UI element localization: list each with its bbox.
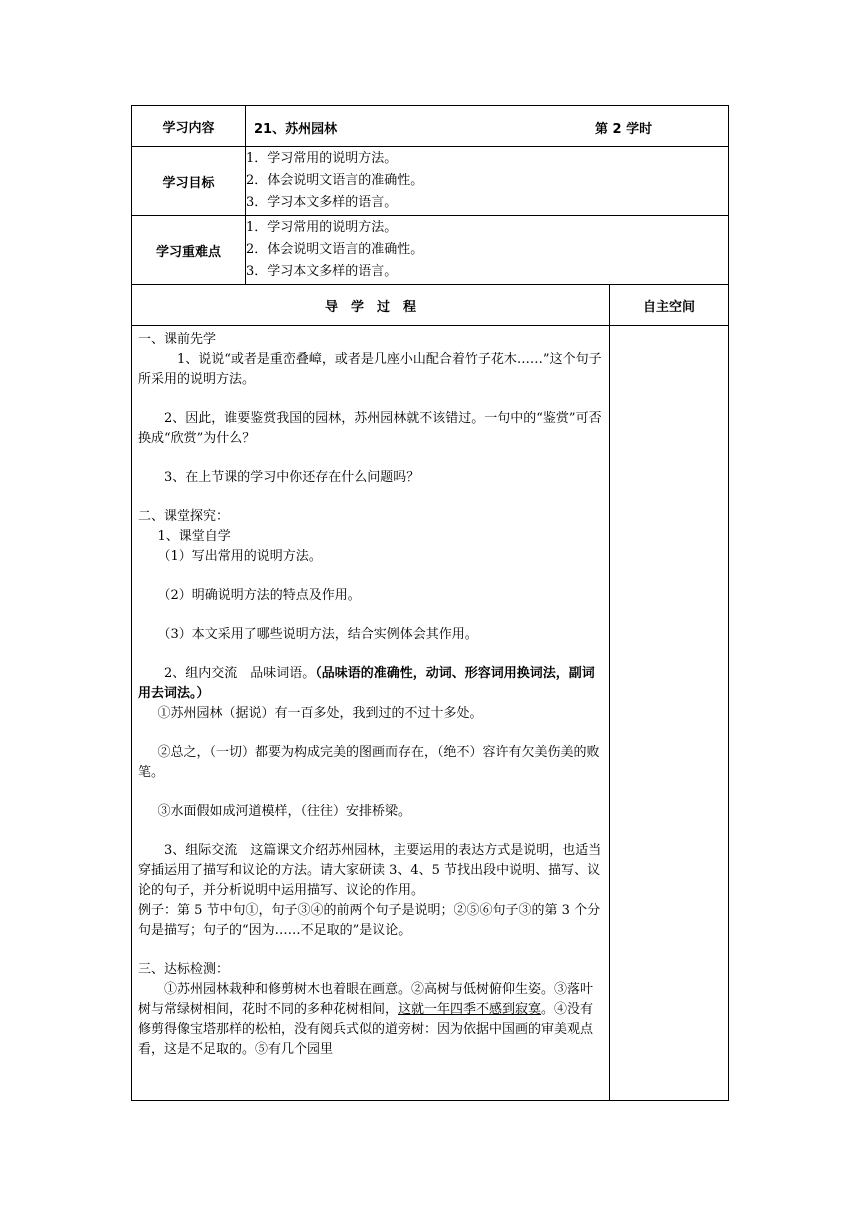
word-example-3: ③水面假如成河道模样，（往往）安排桥梁。 [157,804,412,819]
example-answer: 例子：第 5 节中句①，句子③④的前两个句子是说明；②⑤⑥句子③的第 3 个分句是描写；句子的“因为……不足取的”是议论。 [138,903,601,938]
test-passage-a: ①苏州园林栽种和修剪树木也着眼在画意。②高树与低树俯仰生姿。③落叶树与常绿树相间，花时不同的多种花树相间， [138,982,594,1017]
goals-row [132,147,729,216]
group-exchange-hint: （品味语的准确性，动词、形容词用换词法，副词用去词法。） [138,666,595,701]
pre-question-2: 2、因此，谁要鉴赏我国的园林，苏州园林就不该错过。一句中的“鉴赏”可否换成“欣赏”为什么？ [138,411,602,446]
test-passage-b: 。④没有修剪得像宝塔那样的松柏，没有阅兵式似的道旁树：因为依据中国画的审美观点看，这是不足取的。⑤有几个园里 [138,1002,594,1057]
goal-label: 学习目标 [132,147,246,216]
section-2-title: 二、课堂探究： [138,509,230,524]
lesson-title: 21、苏州园林 [254,122,338,137]
lesson-title-cell [246,106,729,147]
group-exchange [138,664,603,704]
pre-question-3: 3、在上节课的学习中你还存在什么问题吗？ [164,470,420,485]
focus-label: 学习重难点 [132,216,246,285]
lesson-period: 第 2 学时 [595,122,653,137]
process-content [132,326,610,1101]
goal-item: 1．学习常用的说明方法。 [246,151,398,166]
process-body-row [132,326,729,1101]
test-passage [138,980,603,1060]
focus-row [132,216,729,285]
group-exchange-title: 2、组内交流 品味词语。 [164,666,316,681]
test-passage-underlined: 这就一年四季不感到寂寞 [398,1002,542,1017]
self-study-q1: （1）写出常用的说明方法。 [157,549,322,564]
inter-group-exchange: 3、组际交流 这篇课文介绍苏州园林，主要运用的表达方式是说明，也适当穿插运用了描写和议论的方法。请大家研读 3、4、5 节找出段中说明、描写、议论的句子，并分析说明中运用描写、议论的作用。 [138,843,602,898]
space-header: 自主空间 [610,285,729,326]
section-1-title: 一、课前先学 [138,332,217,347]
process-header-row [132,285,729,326]
pre-question-1: 1、说说“或者是重峦叠嶂，或者是几座小山配合着竹子花木……”这个句子所采用的说明方法。 [138,352,602,387]
self-study-q3: （3）本文采用了哪些说明方法，结合实例体会其作用。 [157,627,478,642]
goal-item: 2．体会说明文语言的准确性。 [246,173,424,188]
lesson-title-row [132,106,729,147]
process-header: 导 学 过 程 [132,285,610,326]
goal-item: 3．学习本文多样的语言。 [246,195,398,210]
word-example-1: ①苏州园林（据说）有一百多处，我到过的不过十多处。 [157,706,483,721]
self-study-title: 1、课堂自学 [157,529,231,544]
self-space-cell[interactable] [610,326,729,1101]
focus-item: 1．学习常用的说明方法。 [246,220,398,235]
lesson-plan-table [131,105,729,1101]
focus-item: 3．学习本文多样的语言。 [246,264,398,279]
focus-cell [246,216,729,285]
section-3-title: 三、达标检测： [138,962,230,977]
word-example-2: ②总之，（一切）都要为构成完美的图画而存在，（绝不）容许有欠美伤美的败笔。 [138,745,600,780]
self-study-q2: （2）明确说明方法的特点及作用。 [157,588,361,603]
content-label: 学习内容 [132,106,246,147]
focus-item: 2．体会说明文语言的准确性。 [246,242,424,257]
goals-cell [246,147,729,216]
